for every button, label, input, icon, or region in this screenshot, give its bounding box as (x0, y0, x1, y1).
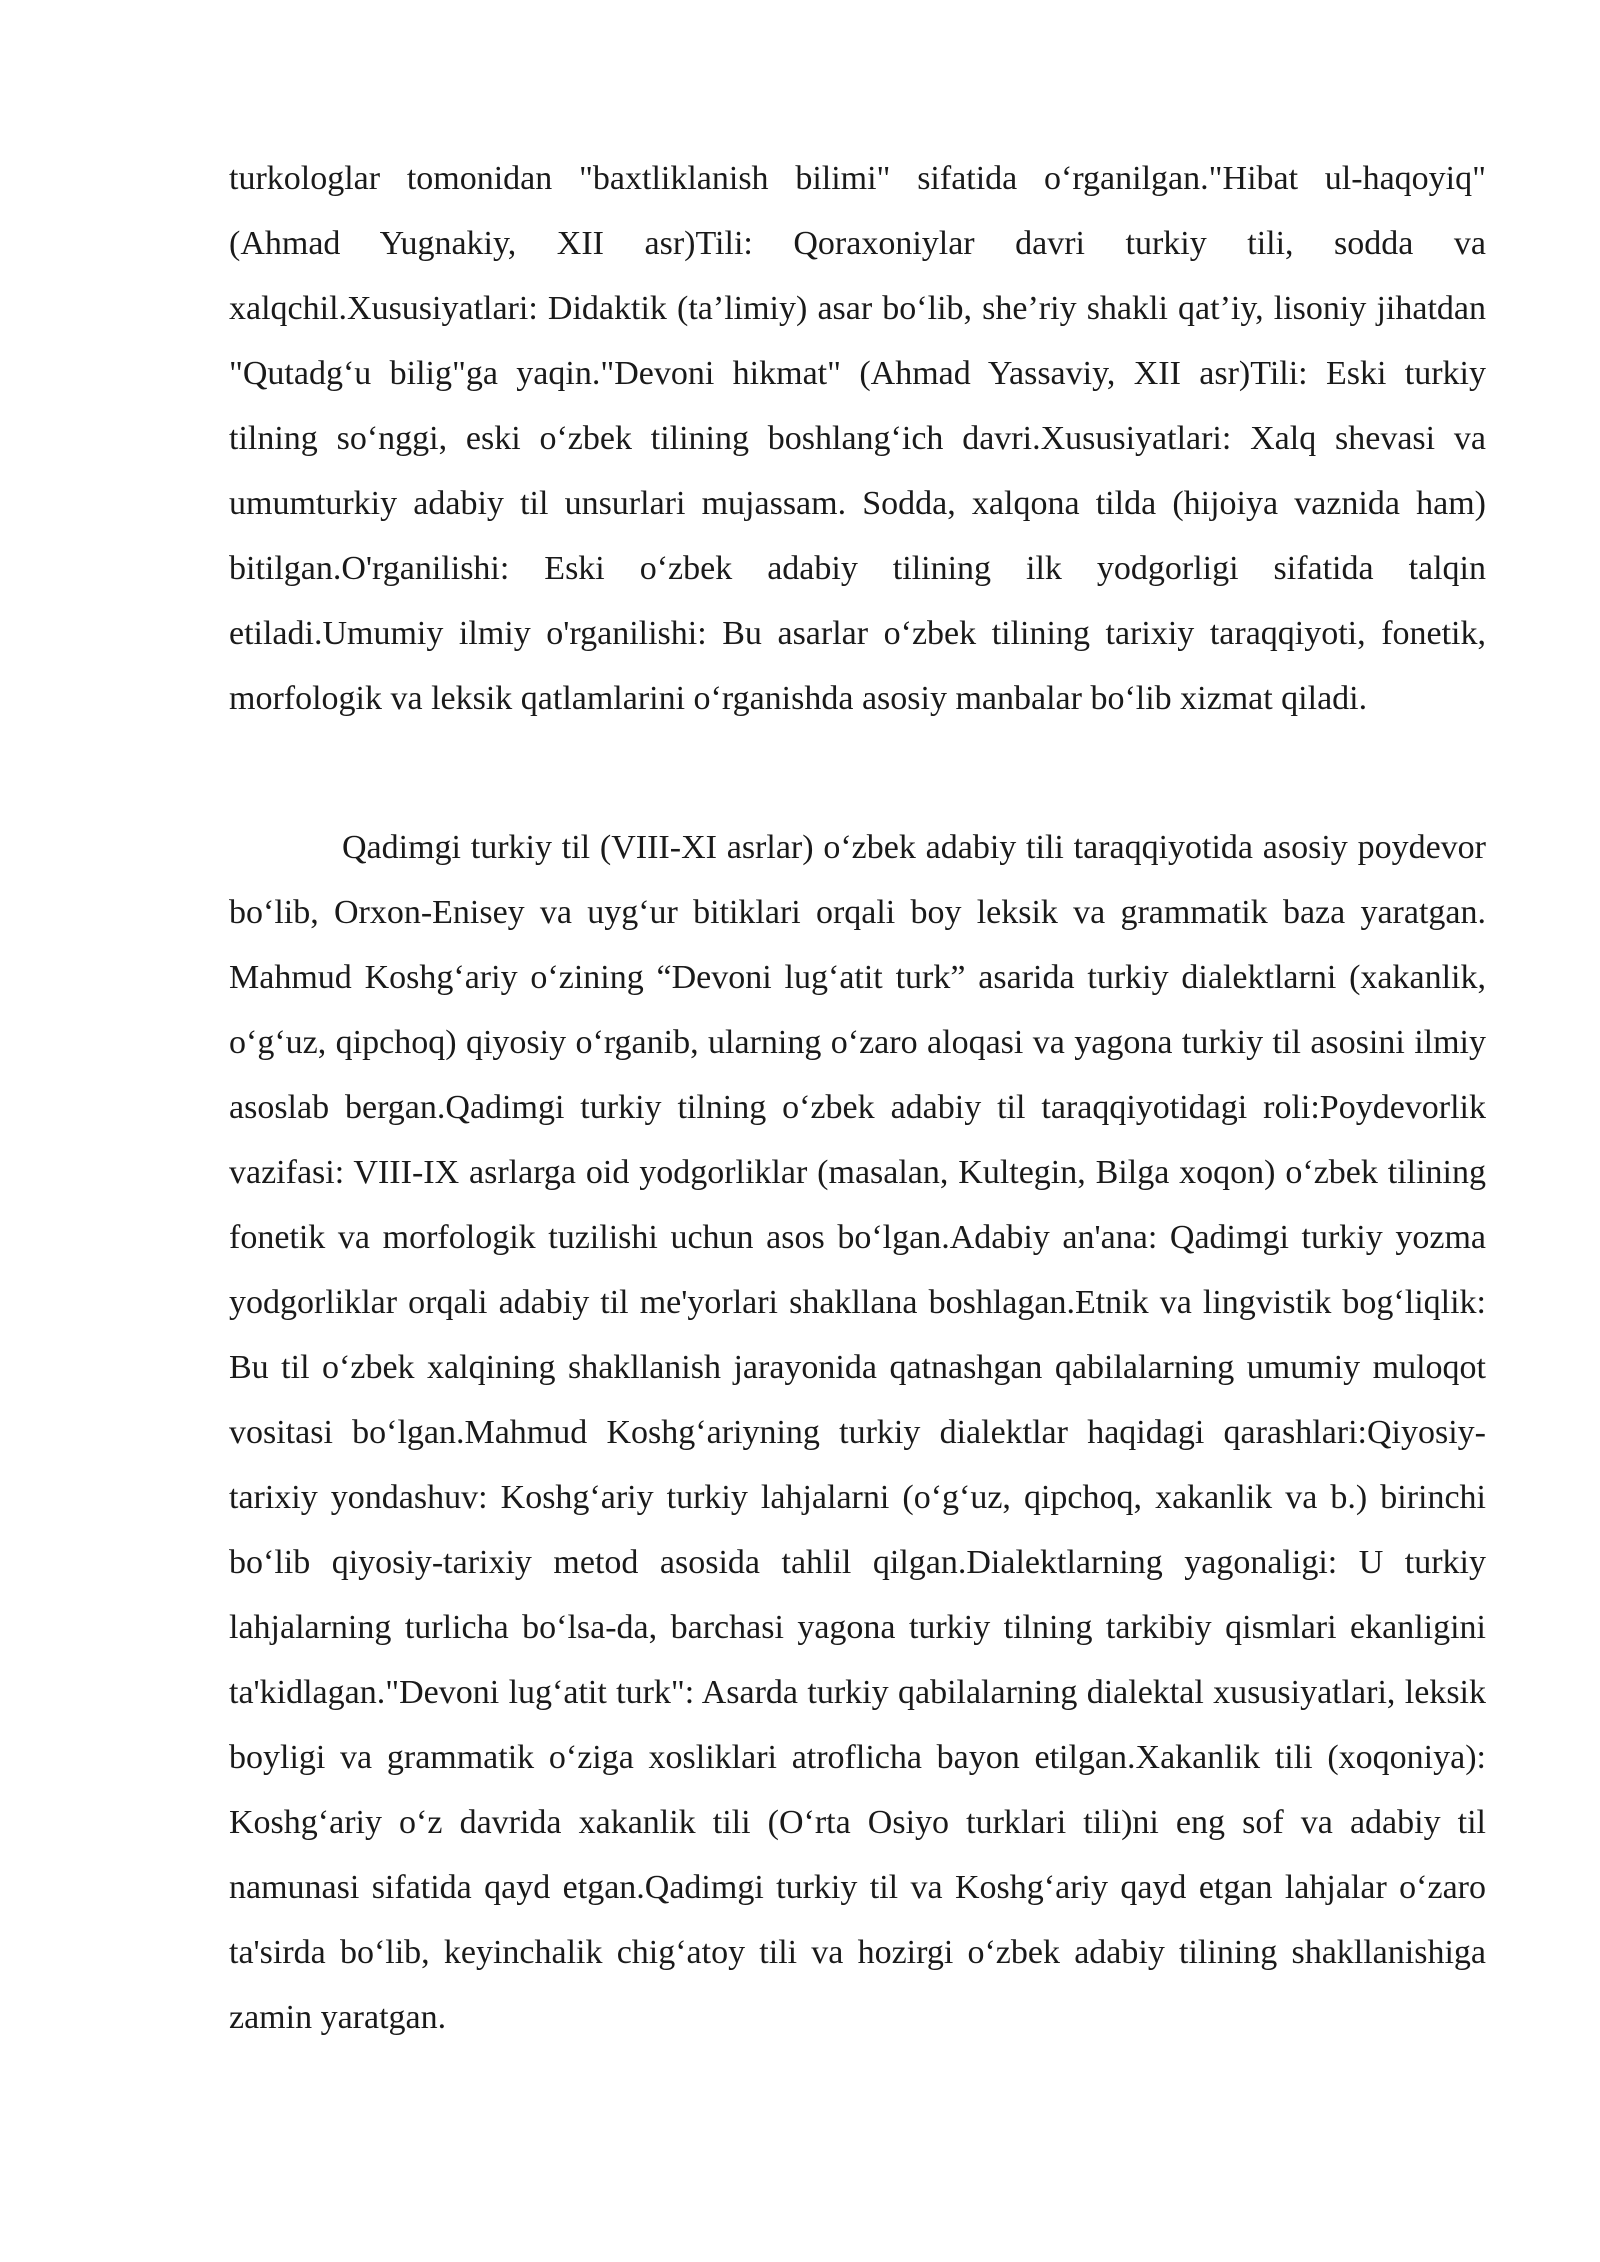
body-paragraph: turkologlar tomonidan "baxtliklanish bilimi" sifatida o‘rganilgan."Hibat ul-haqoyiq" (Ahmad Yugnakiy, XII asr)Tili: Qoraxoniylar davri turkiy tili, sodda va xalqchil.Xususiyatlari: Didaktik (ta’limiy) asar bo‘lib, she’riy shakli qat’iy, lisoniy jihatdan "Qutadg‘u bilig"ga yaqin."Devoni hikmat" (Ahmad Yassaviy, XII asr)Tili: Eski turkiy tilning so‘nggi, eski o‘zbek tilining boshlang‘ich davri.Xususiyatlari: Xalq shevasi va umumturkiy adabiy til unsurlari mujassam. Sodda, xalqona tilda (hijoiya vaznida ham) bitilgan.O'rganilishi: Eski o‘zbek adabiy tilining ilk yodgorligi sifatida talqin etiladi.Umumiy ilmiy o'rganilishi: Bu asarlar o‘zbek tilining tarixiy taraqqiyoti, fonetik, morfologik va leksik qatlamlarini o‘rganishda asosiy manbalar bo‘lib xizmat qiladi. (229, 160, 1486, 717)
body-paragraph: Qadimgi turkiy til (VIII-XI asrlar) o‘zbek adabiy tili taraqqiyotida asosiy poydevor bo‘lib, Orxon-Enisey va uyg‘ur bitiklari orqali boy leksik va grammatik baza yaratgan. Mahmud Koshg‘ariy o‘zining “Devoni lug‘atit turk” asarida turkiy dialektlarni (xakanlik, o‘g‘uz, qipchoq) qiyosiy o‘rganib, ularning o‘zaro aloqasi va yagona turkiy til asosini ilmiy asoslab bergan.Qadimgi turkiy tilning o‘zbek adabiy til taraqqiyotidagi roli:Poydevorlik vazifasi: VIII-IX asrlarga oid yodgorliklar (masalan, Kultegin, Bilga xoqon) o‘zbek tilining fonetik va morfologik tuzilishi uchun asos bo‘lgan.Adabiy an'ana: Qadimgi turkiy yozma yodgorliklar orqali adabiy til me'yorlari shakllana boshlagan.Etnik va lingvistik bog‘liqlik: Bu til o‘zbek xalqining shakllanish jarayonida qatnashgan qabilalarning umumiy muloqot vositasi bo‘lgan.Mahmud Koshg‘ariyning turkiy dialektlar haqidagi qarashlari:Qiyosiy-tarixiy yondashuv: Koshg‘ariy turkiy lahjalarni (o‘g‘uz, qipchoq, xakanlik va b.) birinchi bo‘lib qiyosiy-tarixiy metod asosida tahlil qilgan.Dialektlarning yagonaligi: U turkiy lahjalarning turlicha bo‘lsa-da, barchasi yagona turkiy tilning tarkibiy qismlari ekanligini ta'kidlagan."Devoni lug‘atit turk": Asarda turkiy qabilalarning dialektal xususiyatlari, leksik boyligi va grammatik o‘ziga xosliklari atroflicha bayon etilgan.Xakanlik tili (xoqoniya): Koshg‘ariy o‘z davrida xakanlik tili (O‘rta Osiyo turklari tili)ni eng sof va adabiy til namunasi sifatida qayd etgan.Qadimgi turkiy til va Koshg‘ariy qayd etgan lahjalar o‘zaro ta'sirda bo‘lib, keyinchalik chig‘atoy tili va hozirgi o‘zbek adabiy tilining shakllanishiga zamin yaratgan. (229, 829, 1486, 2036)
